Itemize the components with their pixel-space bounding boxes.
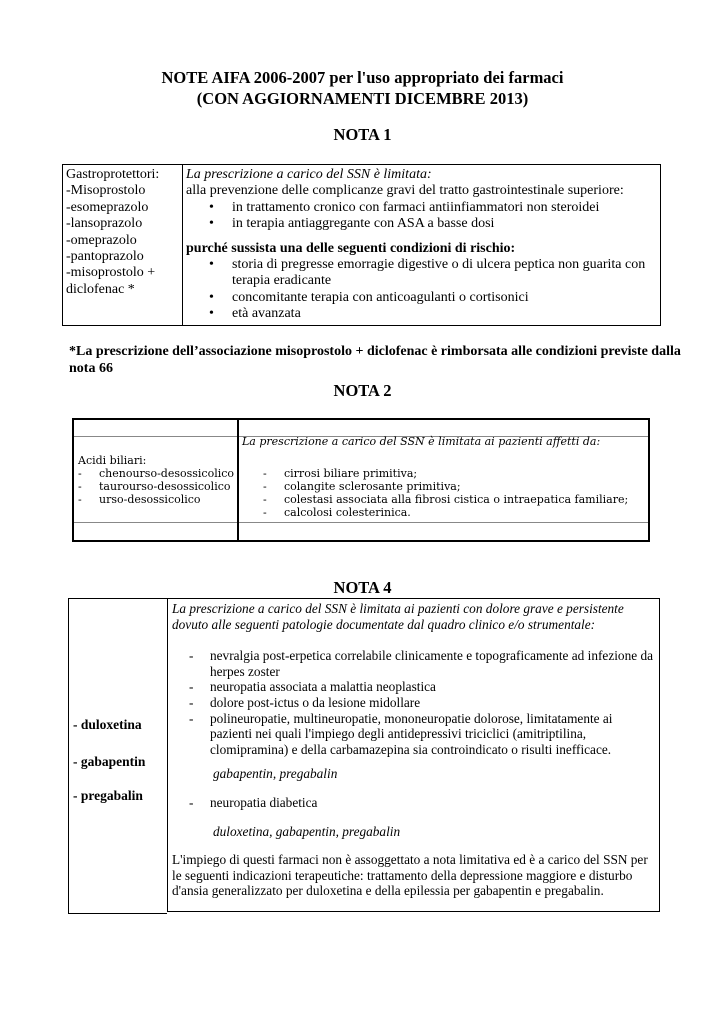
nota2-drug-item: - urso-desossicolico [78,493,201,506]
nota4-drug-item: - gabapentin [73,754,146,769]
nota2-conditions-cell [239,420,648,540]
nota2-drug-item: - chenourso-desossicolico [78,467,235,480]
nota1-footnote: *La prescrizione dell’associazione misoprostolo + diclofenac è rimborsata alle condizioni previste dalla nota 66 [69,344,681,376]
nota1-heading: NOTA 1 [333,125,392,144]
nota4-condition-item: - polineuropatie, multineuropatie, mononeuropatie dolorose, limitatamente ai pazienti nei quali l'impiego degli antidepressivi triciclici (amitriptilina, clomipramina) e della carbamazepina sia controindicato o risulti inefficace. [189,710,613,757]
nota4-condition-item: - dolore post-ictus o da lesione midollare [189,694,421,710]
divider [74,436,237,437]
nota1-bullet-item: • in trattamento cronico con farmaci antiinfiammatori non steroidei [209,199,600,215]
nota1-intro: La prescrizione a carico del SSN è limitata: [186,167,432,182]
nota2-drug-item: - taurourso-desossicolico [78,480,231,493]
nota2-intro: La prescrizione a carico del SSN è limitata ai pazienti affetti da: [242,435,601,448]
divider [239,522,648,523]
document-title-line2: (CON AGGIORNAMENTI DICEMBRE 2013) [196,89,529,108]
nota1-risk-heading: purché sussista una delle seguenti condizioni di rischio: [186,240,516,256]
nota4-drug-item: - duloxetina [73,717,142,732]
bullet-icon: • [209,306,214,322]
nota1-prevention: alla prevenzione delle complicanze gravi del tratto gastrointestinale superiore: [186,183,624,199]
nota4-drugs-note: gabapentin, pregabalin [213,766,338,782]
nota4-drugs-note: duloxetina, gabapentin, pregabalin [213,823,401,839]
nota4-drugs-cell [68,598,167,914]
bullet-icon: • [209,199,214,215]
nota4-final-paragraph: L'impiego di questi farmaci non è assoggettato a nota limitativa ed è a carico del SSN per le seguenti indicazioni terapeutiche: trattamento della depressione maggiore e disturbo d'ansia generalizzato per duloxetina e della epilessia per gabapentin e pregabalin. [172,852,648,899]
document-title-line1: NOTE AIFA 2006-2007 per l'uso appropriato dei farmaci [161,68,564,87]
nota2-table [72,418,650,542]
bullet-icon: • [209,257,214,273]
nota1-table [62,164,661,326]
nota4-condition-item: - neuropatia associata a malattia neoplastica [189,679,436,695]
bullet-icon: • [209,216,214,232]
nota1-drug-item: -lansoprazolo [66,216,143,232]
nota1-drugs-cell [63,165,183,326]
nota4-table [68,598,661,914]
nota2-condition-item: - colangite sclerosante primitiva; [263,480,461,493]
nota4-drug-item: - pregabalin [73,788,143,803]
nota4-conditions-cell [167,598,660,912]
nota1-conditions-cell [183,165,661,326]
nota1-drug-item: -pantoprazolo [66,249,144,265]
nota2-condition-item: - colestasi associata alla fibrosi cistica o intraepatica familiare; [263,493,629,506]
nota1-bullet-item: • in terapia antiaggregante con ASA a basse dosi [209,216,495,232]
nota1-drug-item: -omeprazolo [66,232,137,248]
divider [74,522,237,523]
nota2-condition-item: - cirrosi biliare primitiva; [263,467,418,480]
nota4-condition-item: - nevralgia post-erpetica correlabile clinicamente e topograficamente ad infezione da herpes zoster [189,648,653,679]
nota1-drug-item: -esomeprazolo [66,199,149,215]
nota1-bullet-item: • storia di pregresse emorragie digestive o di ulcera peptica non guarita con terapia eradicante [209,257,646,289]
nota1-drug-item: -Misoprostolo [66,183,146,199]
nota2-drugs-cell [74,420,239,540]
nota1-drugs-label: Gastroprotettori: [66,167,160,182]
nota4-heading: NOTA 4 [333,578,392,597]
nota2-drugs-label: Acidi biliari: [78,454,147,467]
nota1-drug-item: diclofenac * [66,281,135,297]
bullet-icon: • [209,289,214,305]
nota4-condition-item: - neuropatia diabetica [189,794,318,810]
nota1-bullet-item: • età avanzata [209,306,301,322]
nota2-condition-item: - calcolosi colesterinica. [263,506,411,519]
nota1-bullet-item: • concomitante terapia con anticoagulanti o cortisonici [209,289,529,305]
nota1-drug-item: -misoprostolo + [66,265,156,281]
nota4-intro: La prescrizione a carico del SSN è limitata ai pazienti con dolore grave e persistente dovuto alle seguenti patologie documentate dal quadro clinico e/o strumentale: [172,601,624,632]
nota2-heading: NOTA 2 [333,381,392,400]
